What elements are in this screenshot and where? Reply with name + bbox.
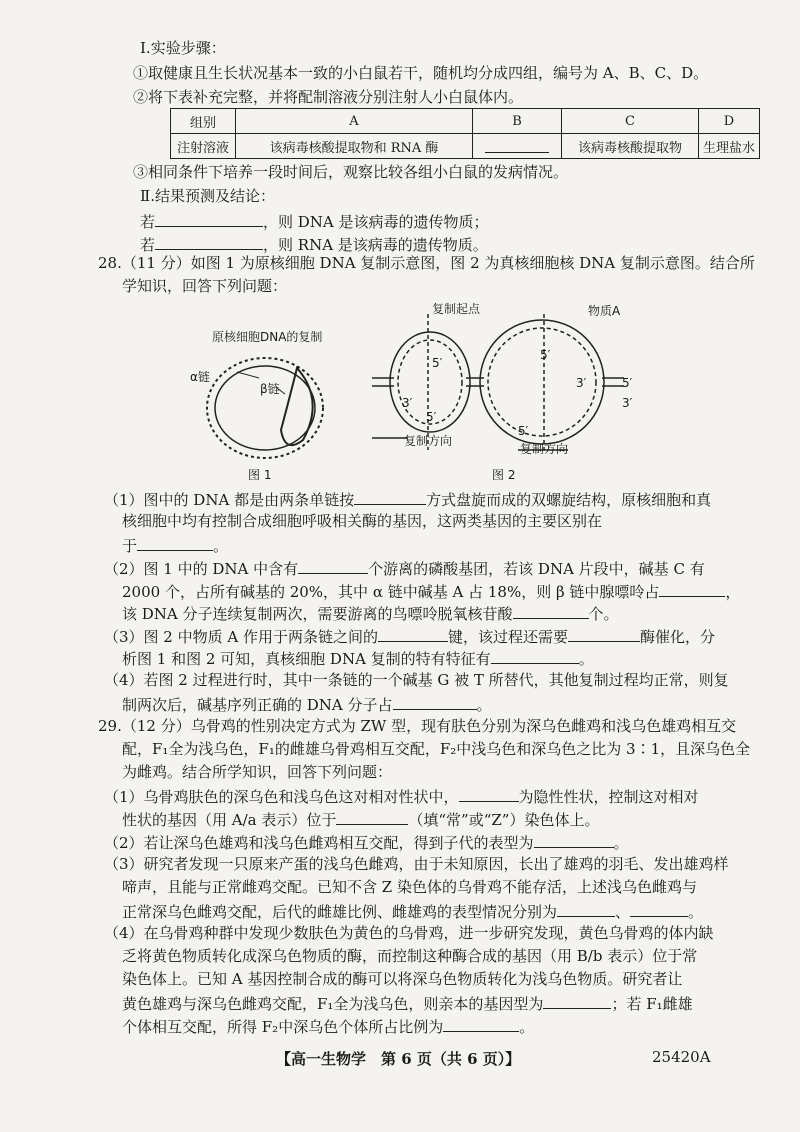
answer-blank[interactable]: [137, 534, 213, 551]
table-row: [171, 134, 760, 159]
answer-blank[interactable]: [534, 831, 614, 848]
answer-blank[interactable]: [354, 488, 426, 505]
page-footer: 【高一生物学 第 6 页（共 6 页）】: [276, 1050, 521, 1068]
q29-4-line-c: 染色体上。已知 A 基因控制合成的酶可以将深乌色物质转化为浅乌色物质。研究者让: [122, 970, 683, 988]
q28-3-line-a: （3）图 2 中物质 A 作用于两条链之间的 键，该过程还需要 酶催化，分: [104, 625, 715, 647]
result-line-2: 若 ，则 RNA 是该病毒的遗传物质。: [140, 233, 488, 255]
q29-4-line-a: （4）在乌骨鸡种群中发现少数肤色为黄色的乌骨鸡，进一步研究发现，黄色乌骨鸡的体内缺: [104, 924, 714, 942]
q29-1-line-b: 性状的基因（用 A/a 表示）位于 （填“常”或“Z”）染色体上。: [122, 808, 599, 830]
fig2-origin-label: 复制起点: [432, 302, 481, 316]
q28-2-line-c: 该 DNA 分子连续复制两次，需要游离的鸟嘌呤脱氧核苷酸 个。: [122, 602, 619, 624]
table-cell: D: [699, 109, 760, 134]
fig1-beta-label: β链: [260, 382, 280, 396]
table-cell: 生理盐水: [699, 134, 760, 159]
exam-code: 25420A: [652, 1048, 711, 1066]
answer-blank[interactable]: [557, 900, 615, 917]
table-cell: B: [473, 109, 562, 134]
fig2-five-prime: 5′: [426, 410, 437, 424]
table-header-row: [171, 109, 760, 134]
step-2: ②将下表补充完整，并将配制溶液分别注射人小白鼠体内。: [133, 88, 524, 106]
q29-4-line-d: 黄色雄鸡与深乌色雌鸡交配，F₁全为浅乌色，则亲本的基因型为 ；若 F₁雌雄: [122, 992, 693, 1014]
q29-4-line-b: 乏将黄色物质转化成深乌色物质的酶，而控制这种酶合成的基因（用 B/b 表示）位于常: [122, 947, 698, 965]
q28-1-line-a: （1）图中的 DNA 都是由两条单链按 方式盘旋而成的双螺旋结构，原核细胞和真: [104, 488, 711, 510]
q28-2-line-b: 2000 个，占所有碱基的 20%，其中 α 链中碱基 A 占 18%，则 β 链中腺嘌呤占 ，: [122, 580, 740, 602]
result-line-1: 若 ，则 DNA 是该病毒的遗传物质；: [140, 210, 489, 232]
step-3: ③相同条件下培养一段时间后，观察比较各组小白鼠的发病情况。: [133, 163, 569, 181]
q28-1-line-b: 核细胞中均有控制合成细胞呼吸相关酶的基因，这两类基因的主要区别在: [122, 512, 603, 530]
q28-4-line-a: （4）若图 2 过程进行时，其中一条链的一个碱基 G 被 T 所替代，其他复制过程均正常，则复: [104, 671, 729, 689]
result-title: Ⅱ.结果预测及结论：: [140, 187, 275, 205]
q29-intro-2: 配，F₁全为浅乌色，F₁的雌雄乌骨鸡相互交配，F₂中浅乌色和深乌色之比为 3∶1，且深乌色全: [122, 740, 751, 758]
fig2-three-prime: 3′: [622, 396, 633, 410]
answer-blank[interactable]: [459, 785, 519, 802]
answer-blank[interactable]: [155, 210, 263, 227]
table-cell: 该病毒核酸提取物和 RNA 酶: [236, 134, 473, 159]
answer-blank[interactable]: [393, 693, 477, 710]
answer-blank[interactable]: [659, 580, 725, 597]
table-cell: 注射溶液: [171, 134, 236, 159]
fig2-substance-a-label: 物质A: [588, 304, 621, 318]
fig1-title: 原核细胞DNA的复制: [212, 330, 323, 344]
dna-circle-inner: [215, 366, 315, 450]
table-cell: A: [236, 109, 473, 134]
q29-4-line-e: 个体相互交配，所得 F₂中深乌色个体所占比例为 。: [122, 1015, 534, 1037]
fig2-five-prime: 5′: [540, 348, 551, 362]
fig2-direction-left: 复制方向: [404, 434, 453, 448]
table-cell: C: [562, 109, 699, 134]
table-blank-cell[interactable]: [473, 134, 562, 159]
step-1: ①取健康且生长状况基本一致的小白鼠若干，随机均分成四组，编号为 A、B、C、D。: [133, 64, 709, 82]
fig2-five-prime: 5′: [518, 424, 529, 438]
q28-intro-1: 28.（11 分）如图 1 为原核细胞 DNA 复制示意图，图 2 为真核细胞核 DNA 复制示意图。结合所: [98, 254, 755, 272]
answer-blank[interactable]: [298, 557, 368, 574]
answer-blank[interactable]: [155, 233, 263, 250]
fig2-three-prime: 3′: [402, 396, 413, 410]
table-cell: 组别: [171, 109, 236, 134]
q29-intro-3: 为雌鸡。结合所学知识，回答下列问题：: [122, 763, 393, 781]
replication-bubble: [281, 368, 313, 445]
answer-blank[interactable]: [513, 602, 589, 619]
alpha-pointer: [237, 372, 259, 378]
q28-3-line-b: 析图 1 和图 2 可知，真核细胞 DNA 复制的特有特征有 。: [122, 647, 594, 669]
dna-circle-outer: [207, 358, 323, 458]
q28-intro-2: 学知识，回答下列问题：: [122, 277, 288, 295]
q29-3-line-a: （3）研究者发现一只原来产蛋的浅乌色雌鸡，由于未知原因，长出了雄鸡的羽毛、发出雄鸡样: [104, 855, 729, 873]
fig2-direction-right: 复制方向: [520, 442, 569, 456]
answer-blank[interactable]: [378, 625, 448, 642]
q28-4-line-b: 制两次后，碱基序列正确的 DNA 分子占 。: [122, 693, 492, 715]
fig2-caption: 图 2: [492, 468, 516, 482]
answer-blank[interactable]: [491, 647, 579, 664]
q29-3-line-c: 正常深乌色雌鸡交配，后代的雌雄比例、雌雄鸡的表型情况分别为 、 。: [122, 900, 703, 922]
fig2-five-prime: 5′: [622, 376, 633, 390]
steps-title: Ⅰ.实验步骤：: [140, 39, 226, 57]
answer-blank[interactable]: [630, 900, 688, 917]
q29-1-line-a: （1）乌骨鸡肤色的深乌色和浅乌色这对相对性状中， 为隐性性状，控制这对相对: [104, 785, 699, 807]
q28-2-line-a: （2）图 1 中的 DNA 中含有 个游离的磷酸基团，若该 DNA 片段中，碱基 C 有: [104, 557, 705, 579]
answer-blank[interactable]: [443, 1015, 519, 1032]
answer-blank[interactable]: [543, 992, 611, 1009]
answer-blank[interactable]: [336, 808, 408, 825]
fig1-alpha-label: α链: [190, 370, 210, 384]
q29-intro-1: 29.（12 分）乌骨鸡的性别决定方式为 ZW 型，现有肤色分别为深乌色雌鸡和浅乌色雄鸡相互交: [98, 717, 737, 735]
fig2-three-prime: 3′: [576, 376, 587, 390]
answer-blank[interactable]: [568, 625, 640, 642]
q29-3-line-b: 啼声，且能与正常雌鸡交配。已知不含 Z 染色体的乌骨鸡不能存活，上述浅乌色雌鸡与: [122, 878, 697, 896]
fig2-five-prime: 5′: [432, 356, 443, 370]
q29-2-line: （2）若让深乌色雄鸡和浅乌色雌鸡相互交配，得到子代的表型为 。: [104, 831, 629, 853]
fig1-caption: 图 1: [248, 468, 272, 482]
table-cell: 该病毒核酸提取物: [562, 134, 699, 159]
q28-1-line-c: 于 。: [122, 534, 228, 556]
experiment-table: [170, 108, 760, 159]
